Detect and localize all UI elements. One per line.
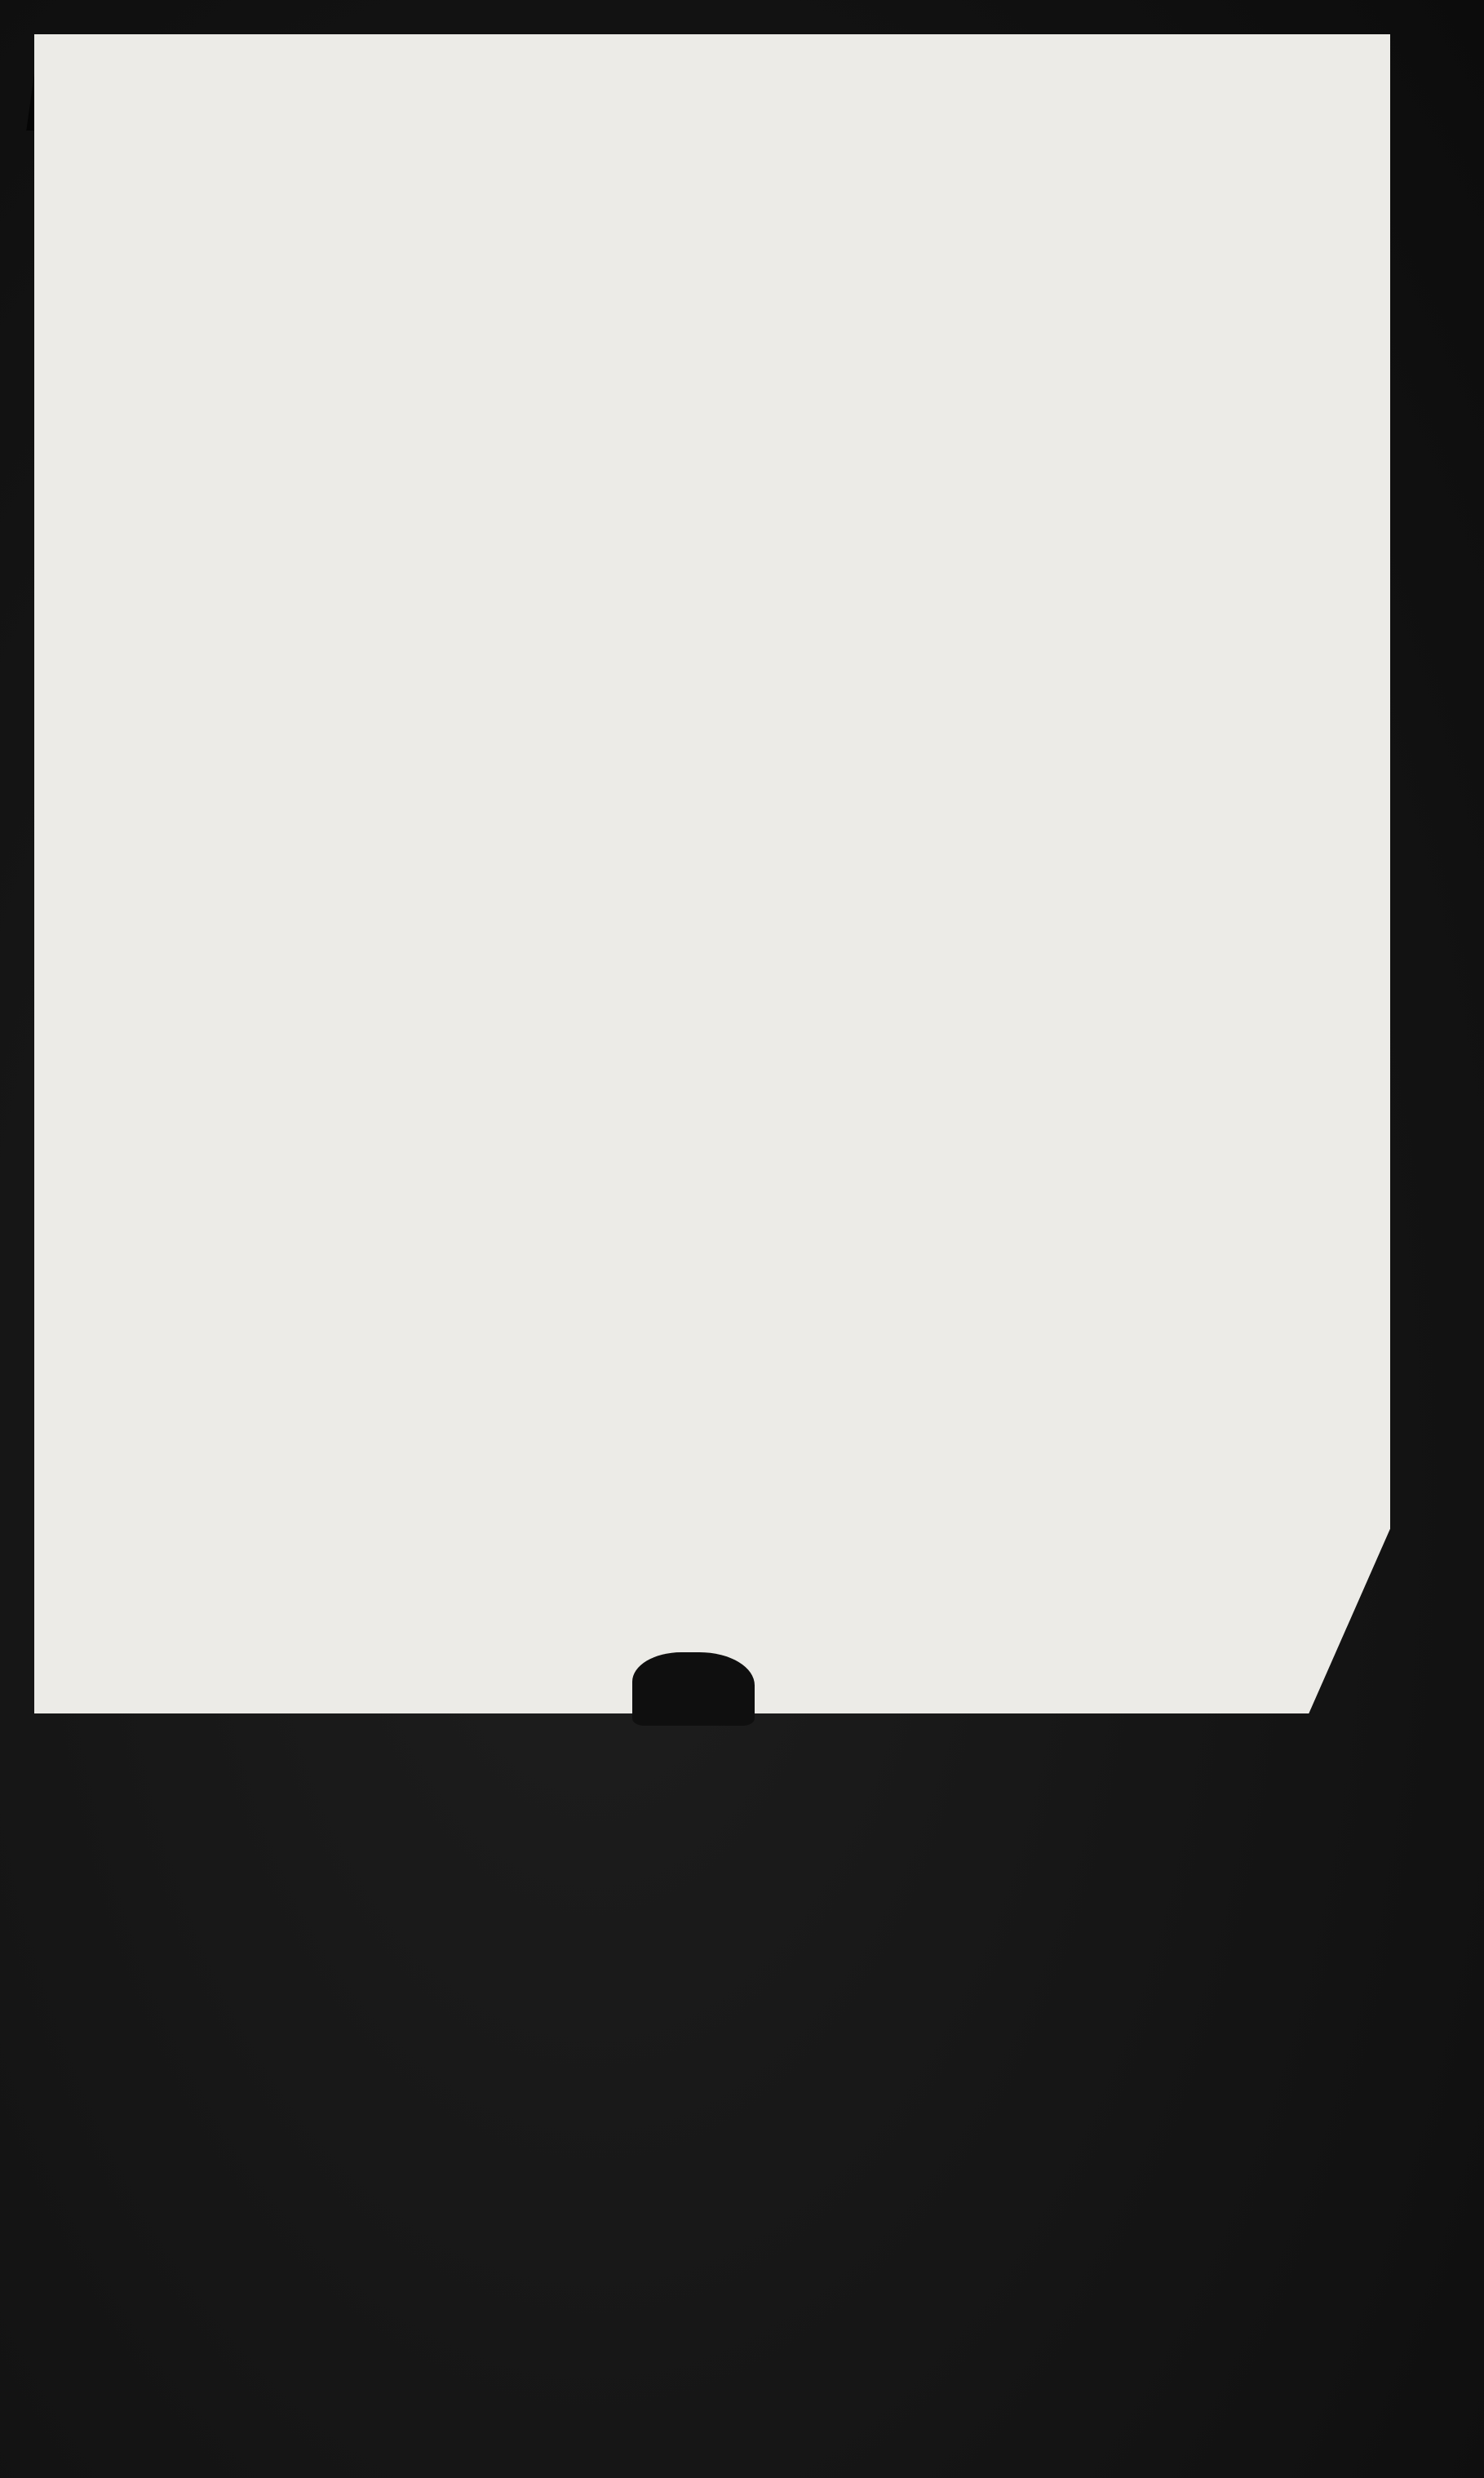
torn-edge [632,1652,755,1726]
form-content [1381,41,1390,1705]
form-sheet [34,34,1390,1713]
